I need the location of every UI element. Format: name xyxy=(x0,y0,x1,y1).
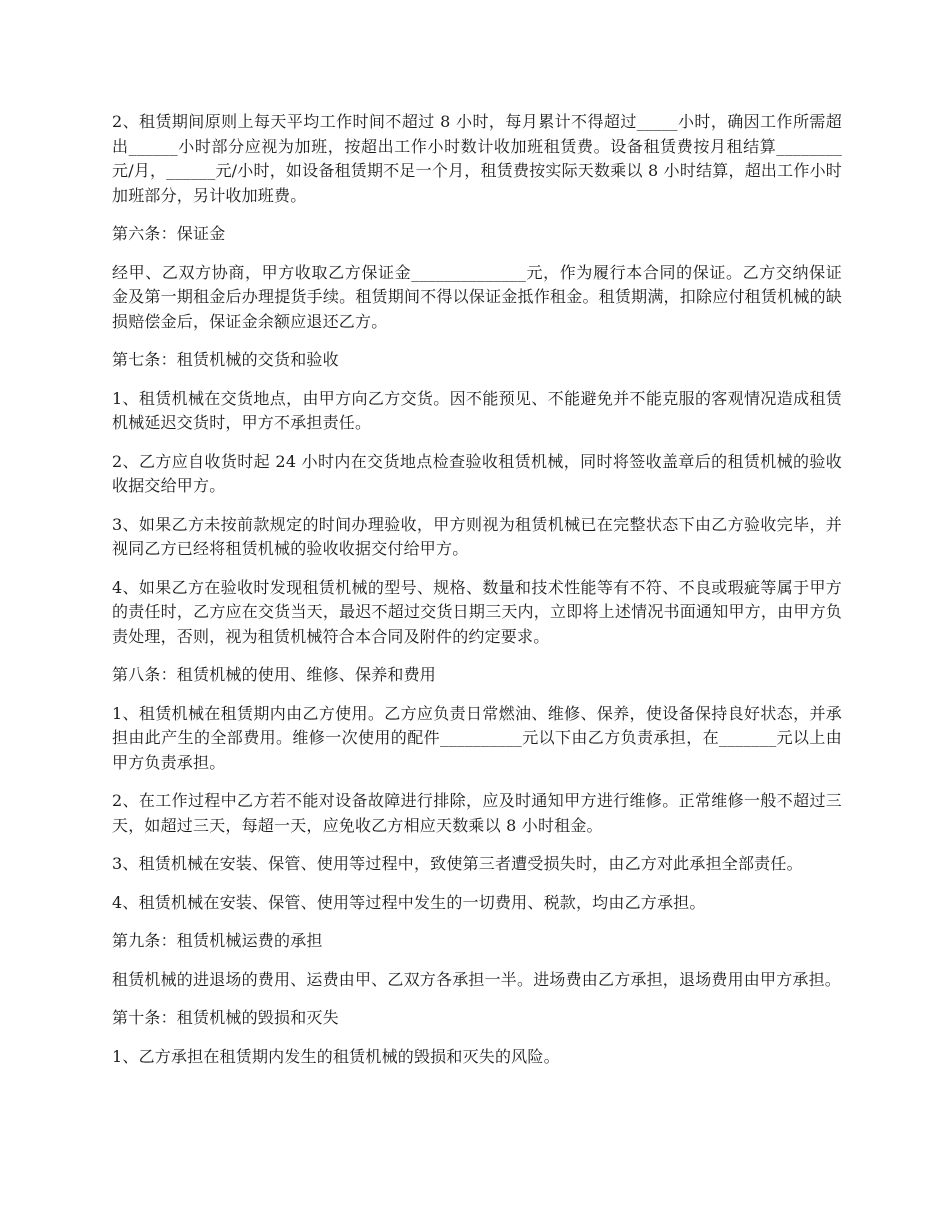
clause-5-item-2: 2、租赁期间原则上每天平均工作时间不超过 8 小时，每月累计不得超过_____小时，确因工作所需超出______小时部分应视为加班，按超出工作小时数计收加班租赁费。设备租赁费按月租结算________元/月，______元/小时，如设备租赁期不足一个月，租赁费按实际天数乘以 8 小时结算，超出工作小时加班部分，另计收加班费。 xyxy=(112,112,842,205)
clause-8-item-1: 1、租赁机械在租赁期内由乙方使用。乙方应负责日常燃油、维修、保养，使设备保持良好状态，并承担由此产生的全部费用。维修一次使用的配件__________元以下由乙方负责承担，在_______元以上由甲方负责承担。 xyxy=(112,703,842,772)
heading-article-9: 第九条：租赁机械运费的承担 xyxy=(112,931,323,950)
document-body xyxy=(112,110,842,1083)
heading-article-7: 第七条：租赁机械的交货和验收 xyxy=(112,350,339,369)
clause-9-transport: 租赁机械的进退场的费用、运费由甲、乙双方各承担一半。进场费由乙方承担，退场费用由甲方承担。 xyxy=(112,969,842,989)
clause-6-deposit: 经甲、乙双方协商，甲方收取乙方保证金______________元，作为履行本合同的保证。乙方交纳保证金及第一期租金后办理提货手续。租赁期间不得以保证金抵作租金。租赁期满，扣除应付租赁机械的缺损赔偿金后，保证金余额应退还乙方。 xyxy=(112,262,842,331)
heading-article-8: 第八条：租赁机械的使用、维修、保养和费用 xyxy=(112,665,437,684)
heading-article-10: 第十条：租赁机械的毁损和灭失 xyxy=(112,1008,339,1027)
clause-8-item-2: 2、在工作过程中乙方若不能对设备故障进行排除，应及时通知甲方进行维修。正常维修一般不超过三天，如超过三天，每超一天，应免收乙方相应天数乘以 8 小时租金。 xyxy=(112,791,842,835)
clause-8-item-4: 4、租赁机械在安装、保管、使用等过程中发生的一切费用、税款，均由乙方承担。 xyxy=(112,892,706,912)
clause-7-item-3: 3、如果乙方未按前款规定的时间办理验收，甲方则视为租赁机械已在完整状态下由乙方验收完毕，并视同乙方已经将租赁机械的验收收据交付给甲方。 xyxy=(112,514,842,558)
heading-article-6: 第六条：保证金 xyxy=(112,224,226,243)
clause-7-item-4: 4、如果乙方在验收时发现租赁机械的型号、规格、数量和技术性能等有不符、不良或瑕疵等属于甲方的责任时，乙方应在交货当天，最迟不超过交货日期三天内，立即将上述情况书面通知甲方，由甲方负责处理，否则，视为租赁机械符合本合同及附件的约定要求。 xyxy=(112,577,842,646)
clause-7-item-1: 1、租赁机械在交货地点，由甲方向乙方交货。因不能预见、不能避免并不能克服的客观情况造成租赁机械延迟交货时，甲方不承担责任。 xyxy=(112,388,842,432)
clause-10-item-1: 1、乙方承担在租赁期内发生的租赁机械的毁损和灭失的风险。 xyxy=(112,1046,560,1066)
clause-8-item-3: 3、租赁机械在安装、保管、使用等过程中，致使第三者遭受损失时，由乙方对此承担全部责任。 xyxy=(112,854,803,873)
clause-7-item-2: 2、乙方应自收货时起 24 小时内在交货地点检查验收租赁机械，同时将签收盖章后的租赁机械的验收收据交给甲方。 xyxy=(112,451,842,495)
